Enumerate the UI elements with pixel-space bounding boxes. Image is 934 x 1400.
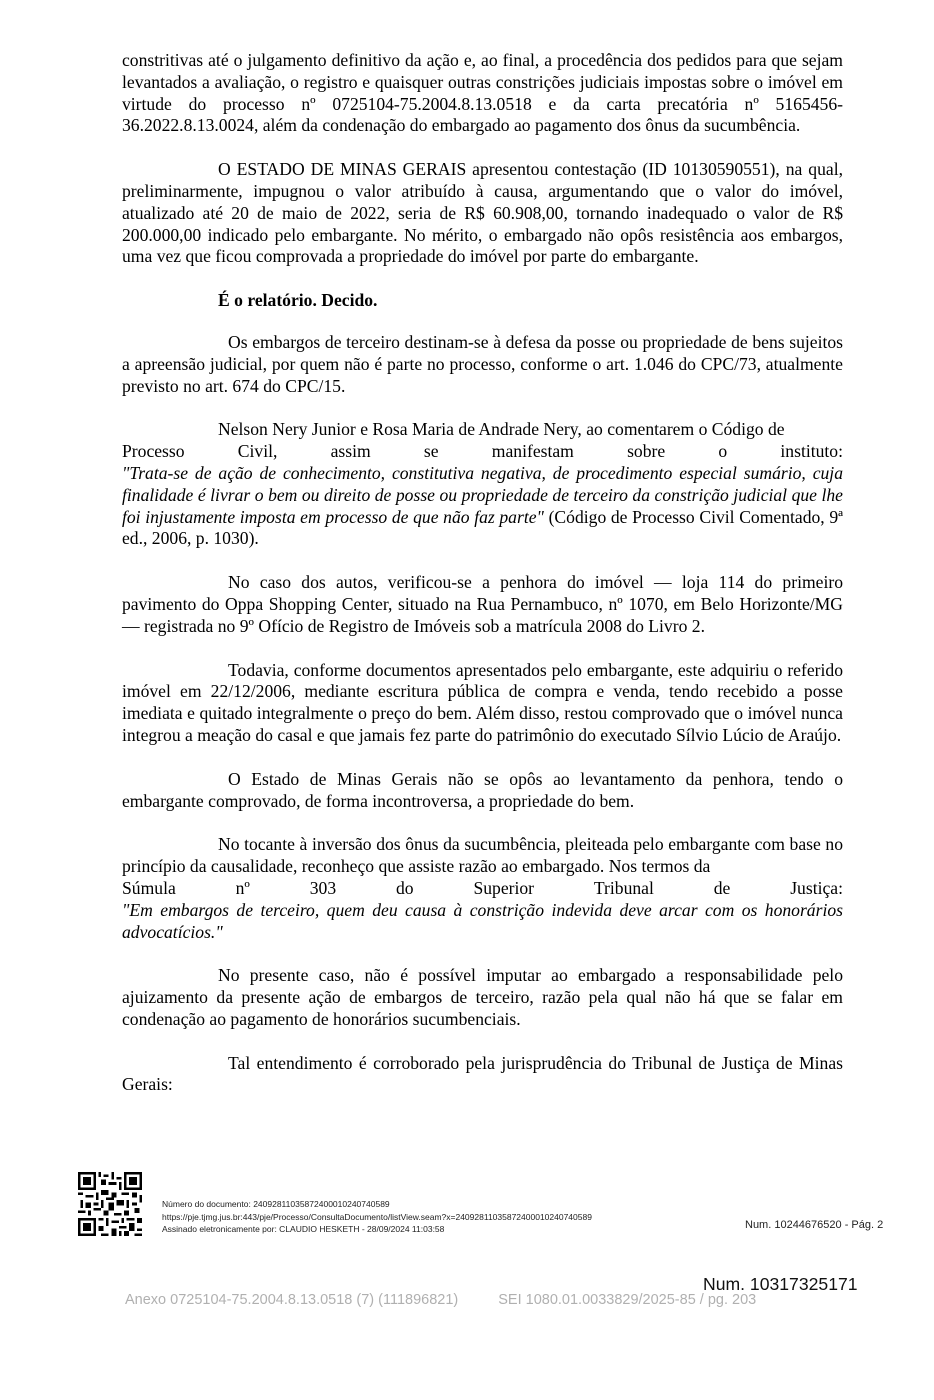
page-reference: Num. 10244676520 - Pág. 2 xyxy=(745,1219,884,1231)
sumula-line-word: do xyxy=(396,877,414,898)
nery-line-1: Nelson Nery Junior e Rosa Maria de Andrade Nery, ao comentarem o Código de xyxy=(218,419,785,440)
nery-line-word: Civil, xyxy=(237,441,278,462)
paragraph-presente-caso: No presente caso, não é possível imputar ao embargado a responsabilidade pelo ajuizamento da presente ação de embargos de terceiro, razão pela qual não há que se falar em condenação ao pagamento de honorários sucumbenciais. xyxy=(122,965,843,1029)
paragraph-penhora: No caso dos autos, verificou-se a penhora do imóvel — loja 114 do primeiro pavimento do Oppa Shopping Center, situado na Rua Pernambuco, nº 1070, em Belo Horizonte/MG — registrada no 9º Ofício de Registro de Imóveis sob a matrícula 2008 do Livro 2. xyxy=(122,572,843,636)
sumula-line-word: nº xyxy=(235,877,250,898)
nery-citation: (Código de Processo Civil Comentado, 9ª ed., 2006, p. 1030). xyxy=(122,506,844,549)
sumula-line-word: 303 xyxy=(309,877,337,898)
sei-reference: SEI 1080.01.0033829/2025-85 / pg. 203 xyxy=(498,1292,757,1308)
nery-quote-block xyxy=(122,463,843,550)
paragraph-intro: constritivas até o julgamento definitivo da ação e, ao final, a procedência dos pedidos para que sejam levantados a avaliação, o registro e quaisquer outras constrições judiciais impostas sobre o imóvel em virtude do processo nº 0725104-75.2004.8.13.0518 e da carta precatória nº 5165456-36.2022.8.13.0024, além da condenação do embargado ao pagamento dos ônus da sucumbência. xyxy=(122,50,843,136)
sumula-line-word: Justiça: xyxy=(790,877,843,898)
nery-line-word: se xyxy=(423,441,439,462)
document-url[interactable]: https://pje.tjmg.jus.br:443/pje/Processo/ConsultaDocumento/listView.seam?x=24092811035872400010240740589 xyxy=(162,1211,592,1222)
sumula-quote: "Em embargos de terceiro, quem deu causa à constrição indevida deve arcar com os honorários advocatícios." xyxy=(122,899,843,942)
nery-line-word: sobre xyxy=(627,441,666,462)
document-num-label: Num. 10317325171 xyxy=(703,1274,858,1294)
nery-line-2 xyxy=(122,441,843,463)
sucumbencia-line-1: No tocante à inversão dos ônus da sucumbência, pleiteada pelo embargante com base no princípio da causalidade, reconheço que assiste razão ao embargado. Nos termos da xyxy=(122,834,843,877)
paragraph-jurisprudencia: Tal entendimento é corroborado pela jurisprudência do Tribunal de Justiça de Minas Gerais: xyxy=(122,1052,843,1095)
annex-watermark xyxy=(125,1292,756,1308)
document-number: Número do documento: 24092811035872400010240740589 xyxy=(162,1199,390,1209)
nery-line-word: assim xyxy=(330,441,371,462)
signature-info: Assinado eletronicamente por: CLAUDIO HESKETH - 28/09/2024 11:03:58 xyxy=(162,1224,445,1234)
qr-code-icon[interactable] xyxy=(78,1172,142,1236)
nery-line-word: instituto: xyxy=(780,441,843,462)
sumula-line-word: de xyxy=(713,877,731,898)
paragraph-todavia: Todavia, conforme documentos apresentados pelo embargante, este adquiriu o referido imóvel em 22/12/2006, mediante escritura pública de compra e venda, tendo recebido a posse imediata e quitado integralmente o preço do bem. Além disso, restou comprovado que o imóvel nunca integrou a meação do casal e que jamais fez parte do patrimônio do executado Sílvio Lúcio de Araújo. xyxy=(122,659,843,745)
document-footer xyxy=(78,1172,918,1242)
nery-line-word: Processo xyxy=(122,441,185,462)
sumula-line-word: Súmula xyxy=(122,877,176,898)
section-heading: É o relatório. Decido. xyxy=(218,290,378,311)
sumula-line xyxy=(122,878,843,900)
paragraph-estado: O Estado de Minas Gerais não se opôs ao levantamento da penhora, tendo o embargante comprovado, de forma incontroversa, a propriedade do bem. xyxy=(122,768,843,811)
signature-metadata xyxy=(162,1198,592,1236)
annex-reference: Anexo 0725104-75.2004.8.13.0518 (7) (111896821) xyxy=(125,1292,459,1308)
nery-line-word: o xyxy=(718,441,728,462)
sumula-line-word: Tribunal xyxy=(593,877,654,898)
nery-line-word: manifestam xyxy=(491,441,574,462)
nery-quote: "Trata-se de ação de conhecimento, constitutiva negativa, de procedimento especial sumário, cuja finalidade é livrar o bem ou direito de posse ou propriedade de terceiro da constrição judicial que lhe foi injustamente imposta em processo de que não faz parte" xyxy=(122,462,843,527)
paragraph-embargos: Os embargos de terceiro destinam-se à defesa da posse ou propriedade de bens sujeitos a apreensão judicial, por quem não é parte no processo, conforme o art. 1.046 do CPC/73, atualmente previsto no art. 674 do CPC/15. xyxy=(122,331,843,396)
sumula-line-word: Superior xyxy=(473,877,535,898)
paragraph-sucumbencia xyxy=(122,834,843,943)
paragraph-contestacao: O ESTADO DE MINAS GERAIS apresentou contestação (ID 10130590551), na qual, preliminarmente, impugnou o valor atribuído à causa, argumentando que o valor do imóvel, atualizado até 20 de maio de 2022, seria de R$ 60.908,00, tornando inadequado o valor de R$ 200.000,00 indicado pelo embargante. No mérito, o embargado não opôs resistência aos embargos, uma vez que ficou comprovada a propriedade do imóvel por parte do embargante. xyxy=(122,159,843,267)
paragraph-nery xyxy=(122,419,843,550)
document-body xyxy=(122,50,843,1118)
